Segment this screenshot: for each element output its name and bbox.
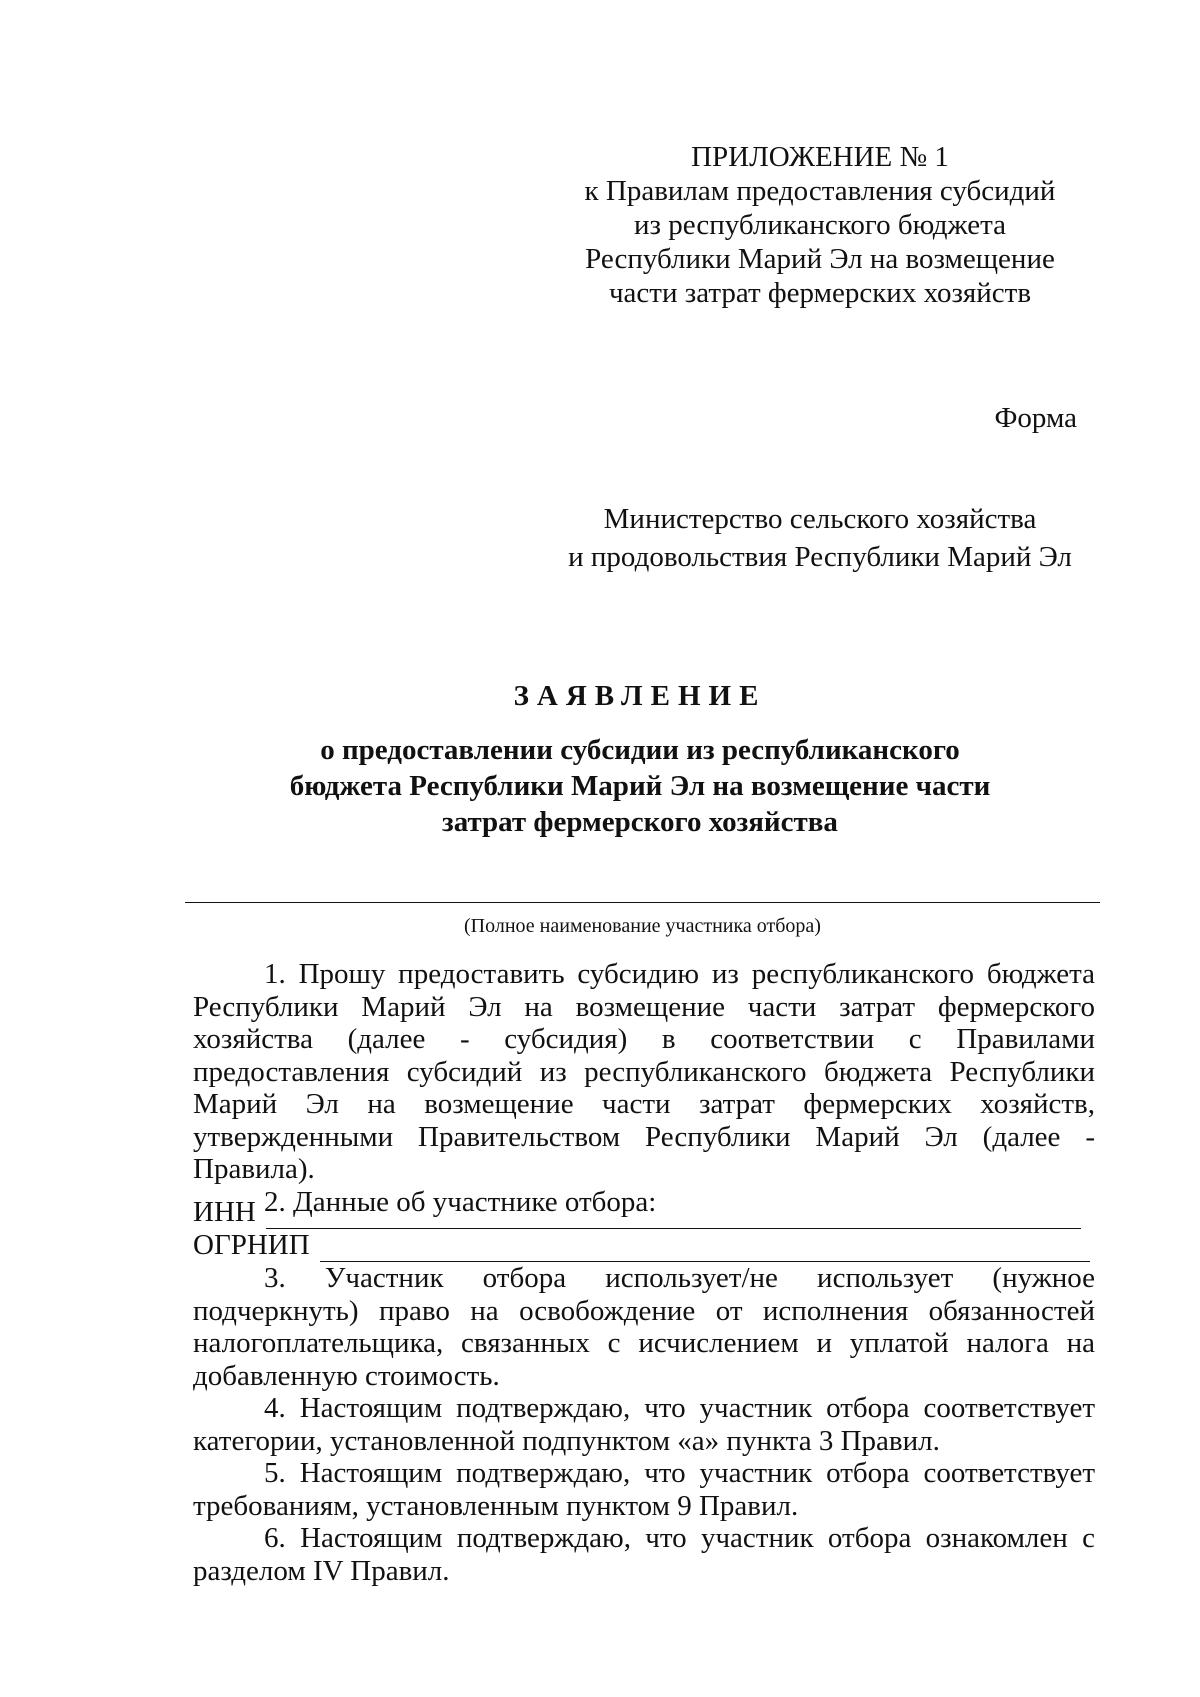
appendix-title: ПРИЛОЖЕНИЕ № 1 (691, 141, 949, 173)
paragraph-3: подчеркнуть) право на освобождение от исполнения обязанностей налогоплательщика, связанных с исчислением и уплатой налога на добавленную стоимость. (193, 1294, 1095, 1392)
subtitle-line: о предоставлении субсидии из республиканского (320, 734, 960, 766)
participant-name-caption: (Полное наименование участника отбора) (464, 915, 821, 937)
ogrnip-row (193, 1229, 1095, 1262)
inn-label: ИНН (193, 1196, 256, 1228)
appendix-line: части затрат фермерских хозяйств (608, 277, 1032, 309)
participant-name-field[interactable] (185, 902, 1100, 903)
addressee-block (560, 500, 1080, 576)
subtitle-line: бюджета Республики Марий Эл на возмещение части (289, 770, 991, 802)
addressee-line: Министерство сельского хозяйства (603, 503, 1037, 535)
document-subtitle (140, 732, 1140, 840)
ogrnip-input[interactable] (320, 1237, 1090, 1262)
paragraph-4: 4. Настоящим подтверждаю, что участник отбора соответствует категории, установленной подпунктом «а» пункта 3 Правил. (193, 1392, 1095, 1457)
subtitle-line: затрат фермерского хозяйства (442, 806, 838, 838)
inn-row (193, 1196, 1095, 1229)
document-title: ЗАЯВЛЕНИЕ (513, 680, 767, 712)
appendix-header (560, 140, 1080, 310)
appendix-line: из республиканского бюджета (634, 209, 1006, 241)
paragraph-6: 6. Настоящим подтверждаю, что участник отбора ознакомлен с разделом IV Правил. (193, 1522, 1095, 1587)
appendix-line: Республики Марий Эл на возмещение (585, 243, 1055, 275)
inn-input[interactable] (266, 1204, 1081, 1229)
ogrnip-label: ОГРНИП (193, 1229, 310, 1261)
paragraph-1: 1. Прошу предоставить субсидию из республиканского бюджета Республики Марий Эл на возмещение части затрат фермерского хозяйства (далее - субсидия) в соответствии с Правилами предоставления субсидий из республиканского бюджета Республики Марий Эл на возмещение части затрат фермерских хозяйств, утвержденными Правительством Республики Марий Эл (далее - Правила). (193, 958, 1095, 1185)
addressee-line: и продовольствия Республики Марий Эл (568, 541, 1072, 573)
paragraph-2: 2. Данные об участнике отбора: (264, 1185, 657, 1218)
form-label: Форма (994, 402, 1077, 434)
body-block-1 (193, 958, 1095, 1218)
appendix-line: к Правилам предоставления субсидий (584, 175, 1056, 207)
body-block-2 (193, 1262, 1095, 1587)
paragraph-3-first-line: 3. Участник отбора использует/не использует (нужное (264, 1262, 1095, 1294)
paragraph-5: 5. Настоящим подтверждаю, что участник отбора соответствует требованиям, установленным пунктом 9 Правил. (193, 1457, 1095, 1522)
